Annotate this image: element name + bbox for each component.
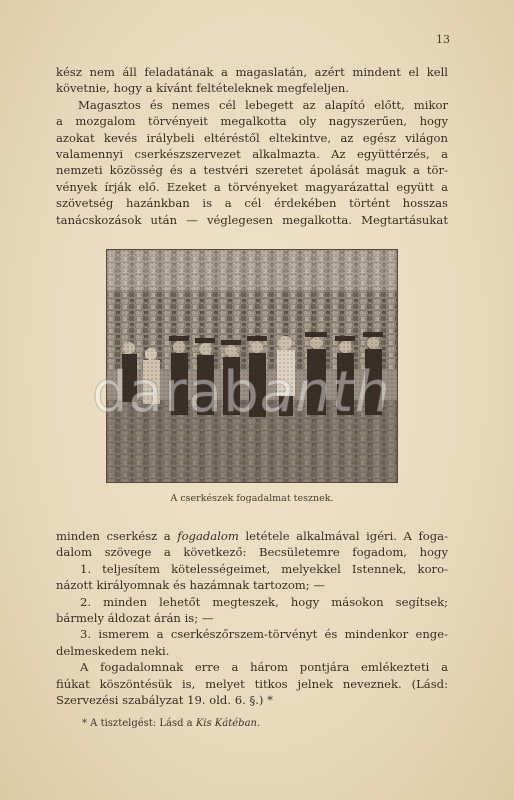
text-line: a mozgalom törvényeit megalkotta oly nagyszerűen, hogy	[56, 114, 448, 129]
footnote-em: Kis Kátéban	[195, 718, 257, 729]
text-line: szövetség hazánkban is a cél érdekében történt hosszas	[56, 196, 448, 211]
text-line: fiúkat köszöntésük is, melyet titkos jelnek neveznek. (Lásd:	[56, 676, 448, 691]
watermark	[92, 360, 391, 425]
text-line: vények írják elő. Ezeket a törvényeket magyarázattal együtt a	[56, 179, 448, 194]
text-line: Szervezési szabályzat 19. old. 6. §.) *	[56, 693, 273, 708]
paragraph-upper	[56, 64, 448, 228]
text-line: kész nem áll feladatának a magaslatán, azért mindent el kell	[56, 65, 448, 79]
paragraph-lower	[56, 528, 448, 708]
text-line	[56, 528, 448, 544]
text-line: nemzeti közösség és a testvéri szeretet ápolását maguk a tör-	[56, 163, 448, 178]
text-line: názott királyomnak és hazámnak tartozom; —	[56, 578, 325, 593]
text-line: tanácskozások után — véglegesen megalkotta. Megtartásukat	[56, 212, 448, 227]
text-line: 1. teljesítem kötelességeimet, melyekkel Istennek, koro-	[80, 561, 448, 576]
emphasis-fogadalom: fogadalom	[177, 529, 239, 543]
watermark-part2: anth	[259, 360, 392, 425]
text-line: delmeskedem neki.	[56, 643, 170, 658]
footnote	[56, 718, 448, 729]
text-line: dalom szövege a következő: Becsületemre fogadom, hogy	[56, 545, 448, 560]
text-line: valamennyi cserkészszervezet alkalmazta. Az együttérzés, a	[56, 147, 448, 162]
text-fragment: letétele alkalmával igéri. A foga-	[238, 529, 448, 543]
figure-caption: A cserkészek fogadalmat tesznek.	[170, 493, 334, 504]
text-line: 2. minden lehetőt megteszek, hogy másokon segítsek;	[80, 594, 448, 609]
text-line: 3. ismerem a cserkészőrszem-törvényt és mindenkor enge-	[80, 627, 448, 642]
text-line: bármely áldozat árán is; —	[56, 611, 214, 626]
text-line: A fogadalomnak erre a három pontjára emlékezteti a	[80, 660, 448, 675]
watermark-part1: darab	[92, 360, 260, 425]
page-number: 13	[436, 33, 450, 46]
text-line: követnie, hogy a kívánt feltételeknek megfeleljen.	[56, 81, 350, 96]
text-line: azokat kevés irálybeli eltéréstől eltekintve, az egész világon	[56, 130, 448, 145]
text-line: Magasztos és nemes cél lebegett az alapító előtt, mikor	[78, 97, 448, 112]
footnote-suffix: .	[256, 718, 261, 729]
text-fragment: minden cserkész a	[56, 529, 178, 543]
footnote-prefix: * A tisztelgést: Lásd a	[82, 718, 196, 729]
